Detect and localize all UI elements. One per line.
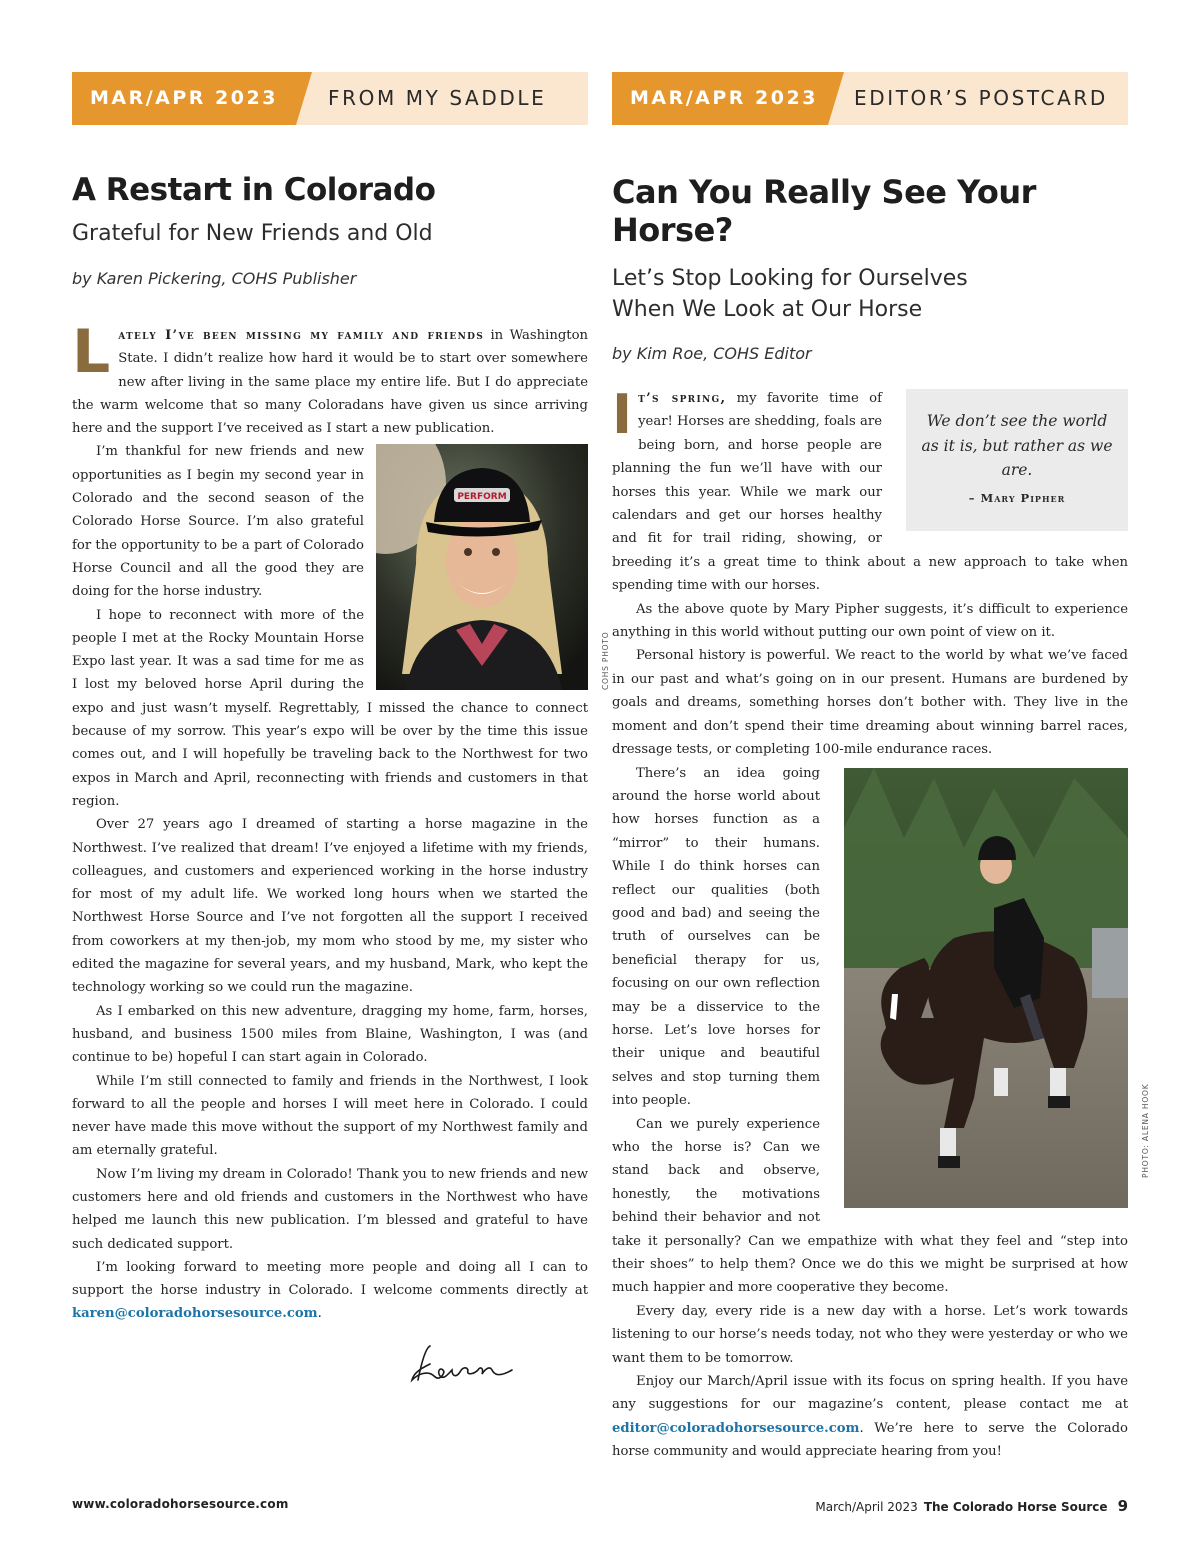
article-headline: A Restart in Colorado xyxy=(72,172,436,208)
body-paragraph: As I embarked on this new adventure, dragging my home, farm, horses, husband, and business 1500 miles from Blaine, Washington, I was (and continue to be) hopeful I can start again in Colorado. xyxy=(72,1003,588,1066)
deck-line: When We Look at Our Horse xyxy=(612,297,923,322)
rider-photo xyxy=(844,768,1150,1208)
portrait-image xyxy=(376,444,588,690)
closing-text: I’m looking forward to meeting more people and doing all I can to support the horse industry in Colorado. I welcome comments directly at xyxy=(72,1259,588,1299)
closing-punctuation: . xyxy=(317,1306,322,1322)
photo-credit: PHOTO: ALENA HOOK xyxy=(1141,1083,1150,1178)
photo-credit: COHS PHOTO xyxy=(601,632,610,691)
lead-text: in Washington State. I didn’t realize how hard it would be to start over somewhere new after living in the same place my entire life. But I do appreciate the warm welcome that so many Coloradans have given us since arriving here and the support I’ve received as I start a new publication. xyxy=(72,328,589,437)
article-body xyxy=(612,383,1150,1464)
body-paragraph: Now I’m living my dream in Colorado! Thank you to new friends and new customers here and old friends and customers in the Northwest who have helped me launch this new publication. I’m blessed and grateful to have such dedicated support. xyxy=(72,1166,588,1252)
closing-text-end: . We’re here to serve the Colorado horse community and would appreciate hearing from you! xyxy=(612,1420,1128,1460)
closing-paragraph xyxy=(72,1256,588,1326)
column-from-my-saddle xyxy=(72,72,610,1326)
issue-tab: MAR/APR 2023 xyxy=(612,72,828,125)
body-paragraph: Every day, every ride is a new day with a horse. Let’s work towards listening to our horse’s needs today, not who they were yesterday or who we want them to be tomorrow. xyxy=(612,1303,1128,1366)
lead-smallcaps: ately I’ve been missing my family and friends xyxy=(118,328,485,343)
page-number: 9 xyxy=(1117,1497,1128,1515)
deck-line: Let’s Stop Looking for Ourselves xyxy=(612,266,968,291)
drop-cap: I xyxy=(612,383,633,446)
closing-paragraph xyxy=(612,1370,1128,1464)
svg-text:PERFORM: PERFORM xyxy=(457,492,507,503)
footer-website[interactable]: www.coloradohorsesource.com xyxy=(72,1497,289,1511)
pull-quote-text: We don’t see the world as it is, but rather as we are. xyxy=(921,412,1113,479)
issue-tab: MAR/APR 2023 xyxy=(72,72,296,125)
article-byline: by Kim Roe, COHS Editor xyxy=(612,344,812,363)
body-paragraph: As the above quote by Mary Pipher suggests, it’s difficult to experience anything in this world without putting our own point of view on it. xyxy=(612,601,1128,641)
section-title: EDITOR’S POSTCARD xyxy=(854,86,1108,110)
article-body xyxy=(72,317,610,1326)
lead-paragraph xyxy=(72,317,589,440)
signature xyxy=(408,1340,518,1390)
body-paragraph: I’m thankful for new friends and new opportunities as I begin my second year in Colorado and the second season of the Colorado Horse Source. I’m also grateful for the opportunity to be a part of Colorado Horse Council and all the good they are doing for the horse industry. xyxy=(72,444,364,600)
body-paragraph: There’s an idea going around the horse world about how horses function as a “mirror” to their humans. While I do think horses can reflect our qualities (both good and bad) and seeing the truth of ourselves can be beneficial therapy for us, focusing on our own reflection may be a disservice to the horse. Let’s love horses for their unique and beautiful selves and stop turning them into people. xyxy=(612,765,820,1109)
section-title: FROM MY SADDLE xyxy=(328,86,547,110)
body-paragraph: Can we purely experience who the horse is? Can we stand back and observe, honestly, the motivations behind their behavior and not take it personally? Can we empathize with what they feel and “step into their shoes” to help them? Once we do this we might be surprised at how much happier and more cooperative they become. xyxy=(612,1116,1128,1296)
publisher-email-link[interactable]: karen@coloradohorsesource.com xyxy=(72,1306,318,1322)
drop-cap: L xyxy=(72,317,111,387)
article-headline: Can You Really See Your Horse? xyxy=(612,173,1036,249)
article-deck xyxy=(612,263,1128,325)
footer-issue-info xyxy=(815,1497,1128,1515)
column-editors-postcard xyxy=(612,72,1150,1464)
body-paragraph: Personal history is powerful. We react to the world by what we’ve faced in our past and what’s going on in our present. Humans are burdened by goals and dreams, something horses don’t bother with. They live in the moment and don’t spend their time dreaming about winning barrel races, dressage tests, or completing 100-mile endurance races. xyxy=(612,648,1128,758)
article-deck: Grateful for New Friends and Old xyxy=(72,221,433,246)
footer-magazine: The Colorado Horse Source xyxy=(923,1500,1108,1514)
article-byline: by Karen Pickering, COHS Publisher xyxy=(72,269,357,288)
section-banner xyxy=(72,72,588,125)
body-paragraph: Over 27 years ago I dreamed of starting a horse magazine in the Northwest. I’ve realized that dream! I’ve enjoyed a lifetime with my friends, colleagues, and customers and experienced working in the horse industry for most of my adult life. We worked long hours when we started the Northwest Horse Source and I’ve not forgotten all the support I received from coworkers at my then-job, my mom who stood by me, my sister who edited the magazine for several years, and my husband, Mark, who kept the technology working so we could run the magazine. xyxy=(72,817,588,996)
lead-text: my favorite time of year! Horses are shedding, foals are being born, and horse people are planning the fun we’ll have with our horses this year. While we mark our calendars and get our horses healthy and fit for trail riding, showing, or breeding it’s a great time to think about a new approach to take when spending time with our horses. xyxy=(612,391,1128,594)
editor-email-link[interactable]: editor@coloradohorsesource.com xyxy=(612,1420,860,1436)
body-paragraph: While I’m still connected to family and friends in the Northwest, I look forward to all the people and horses I will meet here in Colorado. I could never have made this move without the support of my Northwest family and am eternally grateful. xyxy=(72,1073,588,1159)
horse-rider-image xyxy=(844,768,1128,1208)
section-banner xyxy=(612,72,1128,125)
body-paragraph: I hope to reconnect with more of the people I met at the Rocky Mountain Horse Expo last year. It was a sad time for me as I lost my beloved horse April during the expo and just wasn’t myself. Regrettably, I missed the chance to connect because of my sorrow. This year’s expo will be over by the time this issue comes out, and I will hopefully be traveling back to the Northwest for two expos in March and April, reconnecting with friends and customers in that region. xyxy=(72,607,588,809)
pull-quote-attribution: – Mary Pipher xyxy=(968,490,1066,505)
closing-text: Enjoy our March/April issue with its focus on spring health. If you have any suggestions for our magazine’s content, please contact me at xyxy=(612,1374,1128,1413)
pull-quote xyxy=(906,389,1128,531)
publisher-photo xyxy=(376,444,610,691)
lead-smallcaps: t’s spring, xyxy=(638,391,727,406)
footer-issue: March/April 2023 xyxy=(815,1500,918,1514)
